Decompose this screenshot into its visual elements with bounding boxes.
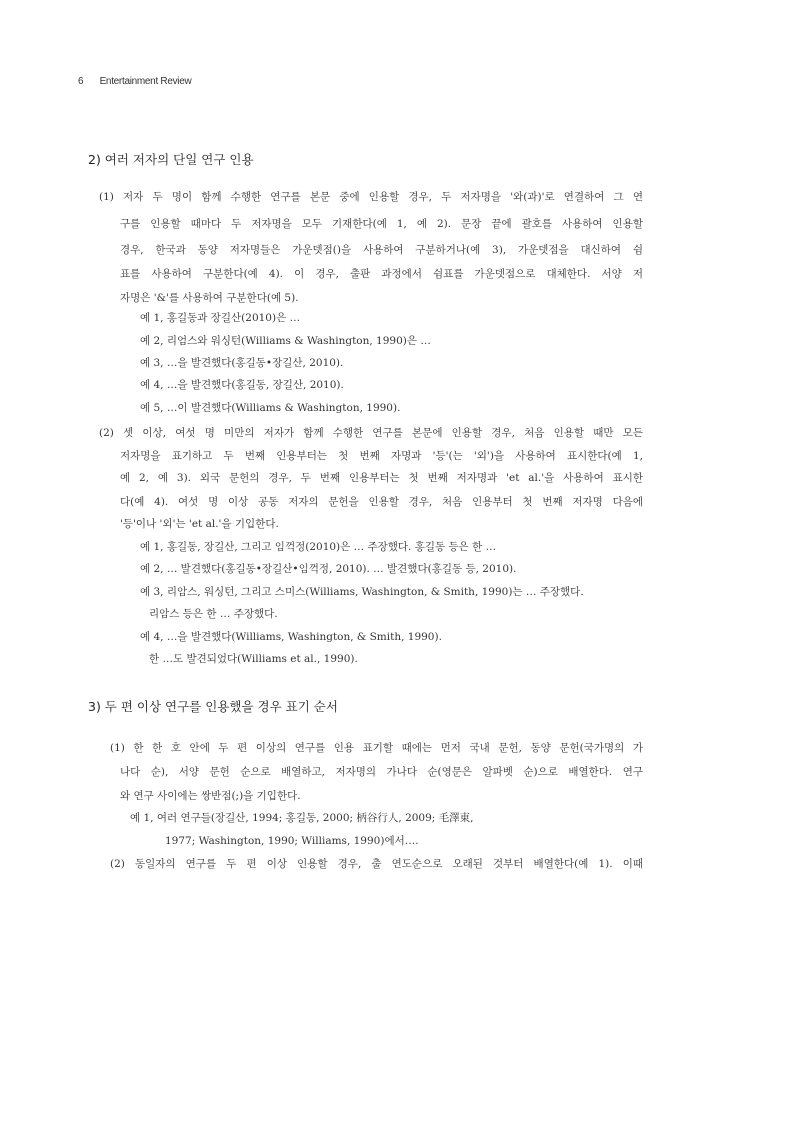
paragraph-line: (1) 저자 두 명이 함께 수행한 연구를 본문 중에 인용할 경우, 두 저자명을 '와(과)'로 연결하여 그 연: [99, 191, 643, 203]
page-number: 6: [78, 76, 84, 87]
example-line: 예 1, 홍길동, 장길산, 그리고 임꺽정(2010)은 … 주장했다. 홍길동 등은 한 …: [140, 541, 497, 553]
paragraph-line: (2) 셋 이상, 여섯 명 미만의 저자가 함께 수행한 연구를 본문에 인용할 경우, 처음 인용할 때만 모든: [99, 427, 643, 439]
example-line: 예 2, 리엄스와 워싱턴(Williams & Washington, 1990)은 …: [140, 335, 431, 347]
paragraph-line: 예 2, 예 3). 외국 문헌의 경우, 두 번째 인용부터는 첫 번째 저자명과 'et al.'을 사용하여 표시한: [120, 472, 643, 484]
section-heading: 3) 두 편 이상 연구를 인용했을 경우 표기 순서: [88, 699, 338, 714]
example-line: 예 3, …을 발견했다(홍길동•장길산, 2010).: [140, 357, 344, 369]
paragraph-line: 나다 순), 서양 문헌 순으로 배열하고, 저자명의 가나다 순(영문은 알파벳 순)으로 배열한다. 연구: [120, 766, 643, 778]
example-line: 예 1, 홍길동과 장길산(2010)은 …: [140, 312, 301, 324]
paragraph-line: '등'이나 '외'는 'et al.'을 기입한다.: [120, 518, 279, 530]
paragraph-line: 다(예 4). 여섯 명 이상 공동 저자의 문헌을 인용할 경우, 처음 인용부터 첫 번째 저자명 다음에: [120, 496, 643, 508]
section-heading: 2) 여러 저자의 단일 연구 인용: [88, 152, 254, 167]
paragraph-line: (1) 한 한 호 안에 두 편 이상의 연구를 인용 표기할 때에는 먼저 국내 문헌, 동양 문헌(국가명의 가: [110, 742, 643, 754]
example-line: 예 2, … 발견했다(홍길동•장길산•임꺽정, 2010). … 발견했다(홍길동 등, 2010).: [140, 563, 517, 575]
paragraph-line: 구를 인용할 때마다 두 저자명을 모두 기재한다(예 1, 예 2). 문장 끝에 괄호를 사용하여 인용할: [120, 218, 643, 230]
paragraph-line: 자명은 '&'를 사용하여 구분한다(예 5).: [120, 292, 299, 304]
paragraph-line: 저자명을 표기하고 두 번째 인용부터는 첫 번째 자명과 '등'(는 '외')을 사용하여 표시한다(예 1,: [120, 450, 643, 462]
example-line: 예 4, …을 발견했다(Williams, Washington, & Smith, 1990).: [140, 631, 442, 643]
example-line: 1977; Washington, 1990; Williams, 1990)에서….: [165, 835, 419, 847]
paragraph-line: 경우, 한국과 동양 저자명들은 가운뎃점()을 사용하여 구분하거나(예 3), 가운뎃점을 대신하여 쉼: [120, 244, 643, 256]
running-header: [78, 76, 191, 87]
example-line: 예 5, …이 발견했다(Williams & Washington, 1990).: [140, 402, 401, 414]
paragraph-line: 표를 사용하여 구분한다(예 4). 이 경우, 출판 과정에서 쉼표를 가운뎃점으로 대체한다. 서양 저: [120, 268, 643, 280]
example-line: 리암스 등은 한 … 주장했다.: [149, 608, 278, 620]
paragraph-line: (2) 동일자의 연구를 두 편 이상 인용할 경우, 출 연도순으로 오래된 것부터 배열한다(예 1). 이때: [110, 858, 643, 870]
paragraph-line: 와 연구 사이에는 쌍반점(;)을 기입한다.: [120, 790, 301, 802]
example-line: 예 4, …을 발견했다(홍길동, 장길산, 2010).: [140, 379, 344, 391]
journal-title: Entertainment Review: [99, 76, 192, 87]
example-line: 예 3, 리암스, 워싱턴, 그리고 스미스(Williams, Washington, & Smith, 1990)는 … 주장했다.: [140, 586, 584, 598]
example-line: 한 …도 발견되었다(Williams et al., 1990).: [149, 653, 358, 665]
example-line: 예 1, 여러 연구들(장길산, 1994; 홍길동, 2000; 柄谷行人, 2009; 毛澤東,: [130, 812, 474, 824]
